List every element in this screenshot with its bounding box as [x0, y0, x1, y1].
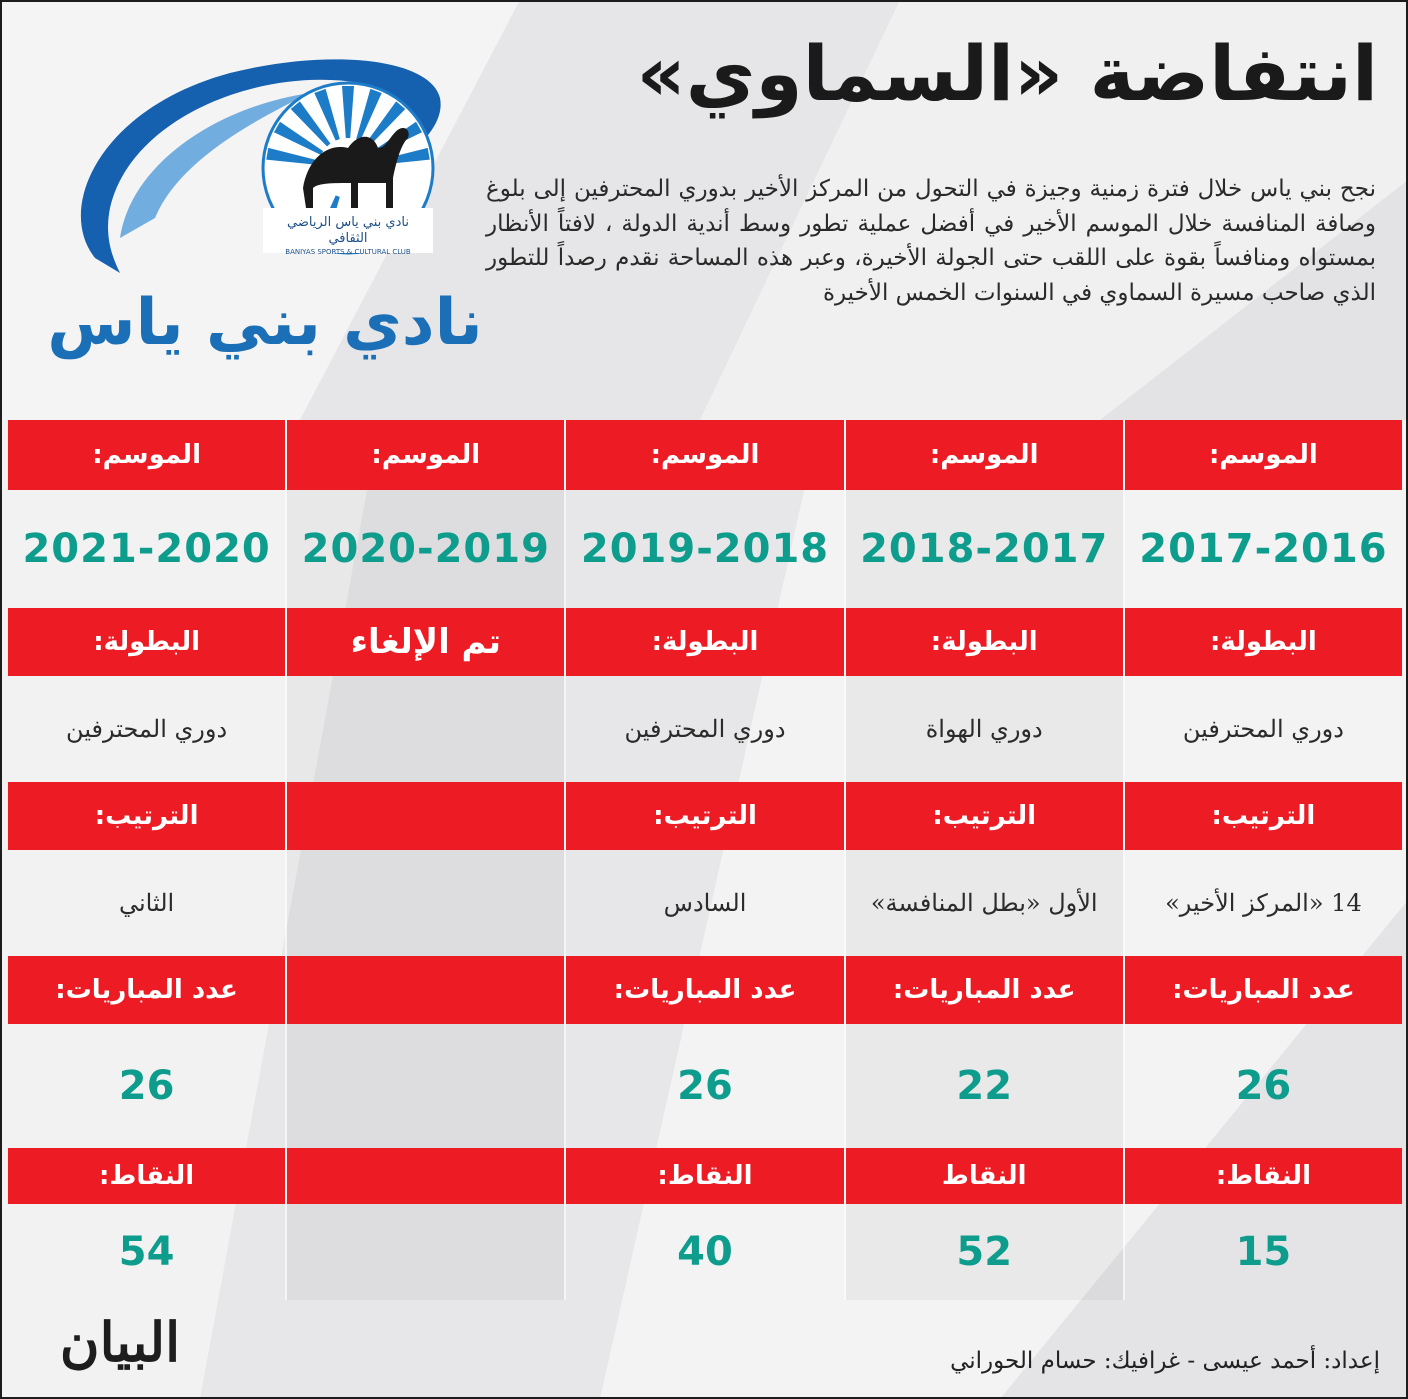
cell-season: 2020-2019 — [301, 526, 550, 572]
column-divider — [844, 420, 846, 1300]
cell-matches: 22 — [956, 1063, 1013, 1109]
cell-rank: 14 «المركز الأخير» — [1165, 889, 1362, 917]
cell-matches: 26 — [1235, 1063, 1292, 1109]
cell-points-label: النقاط — [846, 1148, 1123, 1204]
credit-line: إعداد: أحمد عيسى - غرافيك: حسام الحوراني — [950, 1348, 1380, 1374]
cell-matches: 26 — [677, 1063, 733, 1109]
cell-rank: الثاني — [119, 889, 175, 917]
seasons-table — [6, 420, 1402, 1300]
cell-season-label: الموسم: — [1125, 420, 1402, 490]
cell-season-label: الموسم: — [8, 420, 285, 490]
cell-matches: 26 — [118, 1063, 175, 1109]
cell-championship-label: البطولة: — [846, 608, 1123, 676]
season-column — [1125, 420, 1402, 1300]
column-divider — [1123, 420, 1125, 1300]
cell-championship — [287, 676, 564, 782]
cell-championship: دوري المحترفين — [66, 715, 228, 743]
svg-text:نادي بني ياس الرياضي: نادي بني ياس الرياضي — [287, 215, 409, 230]
club-name: نادي بني ياس — [47, 286, 483, 360]
svg-text:BANIYAS SPORTS & CULTURAL CLUB: BANIYAS SPORTS & CULTURAL CLUB — [285, 248, 411, 256]
cell-rank-label: الترتيب: — [1125, 782, 1402, 850]
cell-points-label: النقاط: — [566, 1148, 843, 1204]
cell-rank-label — [287, 782, 564, 850]
newspaper-logo: البيان — [59, 1310, 181, 1374]
season-column — [287, 420, 564, 1300]
cell-points: 54 — [118, 1229, 175, 1275]
column-divider — [285, 420, 287, 1300]
cell-season-label: الموسم: — [566, 420, 843, 490]
cell-championship: دوري الهواة — [925, 715, 1043, 743]
season-column — [8, 420, 285, 1300]
cell-matches-label: عدد المباريات: — [566, 956, 843, 1024]
cell-matches-label: عدد المباريات: — [8, 956, 285, 1024]
cell-championship-label: البطولة: — [8, 608, 285, 676]
cell-matches-label: عدد المباريات: — [1125, 956, 1402, 1024]
cell-matches — [287, 1024, 564, 1148]
season-column — [566, 420, 843, 1300]
cell-championship-label: تم الإلغاء — [287, 608, 564, 676]
season-column — [846, 420, 1123, 1300]
cell-season-label: الموسم: — [846, 420, 1123, 490]
cell-rank: السادس — [663, 889, 747, 917]
cell-rank-label: الترتيب: — [8, 782, 285, 850]
cell-rank-label: الترتيب: — [846, 782, 1123, 850]
headline: انتفاضة «السماوي» — [636, 29, 1378, 118]
cell-rank-label: الترتيب: — [566, 782, 843, 850]
cell-season: 2018-2017 — [860, 526, 1109, 572]
cell-season: 2019-2018 — [580, 526, 830, 572]
cell-points: 40 — [677, 1229, 733, 1275]
club-logo — [60, 48, 460, 278]
cell-season: 2021-2020 — [22, 526, 271, 572]
cell-season-label: الموسم: — [287, 420, 564, 490]
cell-season: 2017-2016 — [1139, 526, 1388, 572]
cell-points-label: النقاط: — [1125, 1148, 1402, 1204]
cell-championship: دوري المحترفين — [624, 715, 786, 743]
cell-rank — [287, 850, 564, 956]
cell-championship-label: البطولة: — [1125, 608, 1402, 676]
svg-text:الثقافي: الثقافي — [328, 231, 368, 246]
cell-matches-label — [287, 956, 564, 1024]
cell-points-label — [287, 1148, 564, 1204]
cell-matches-label: عدد المباريات: — [846, 956, 1123, 1024]
cell-rank: الأول «بطل المنافسة» — [870, 889, 1098, 917]
column-divider — [564, 420, 566, 1300]
cell-points: 52 — [956, 1229, 1013, 1275]
cell-championship-label: البطولة: — [566, 608, 843, 676]
cell-championship: دوري المحترفين — [1182, 715, 1344, 743]
intro-paragraph: نجح بني ياس خلال فترة زمنية وجيزة في التحول من المركز الأخير بدوري المحترفين إلى بلوغ وصافة المنافسة خلال الموسم الأخير في أفضل عملية تطور وسط أندية الدولة ، لافتاً الأنظار بمستواه ومنافساً بقوة على اللقب حتى الجولة الأخيرة، وعبر هذه المساحة نقدم رصداً للتطور الذي صاحب مسيرة السماوي في السنوات الخمس الأخيرة — [486, 176, 1376, 306]
cell-points: 15 — [1235, 1229, 1292, 1275]
cell-points — [287, 1204, 564, 1300]
cell-points-label: النقاط: — [8, 1148, 285, 1204]
